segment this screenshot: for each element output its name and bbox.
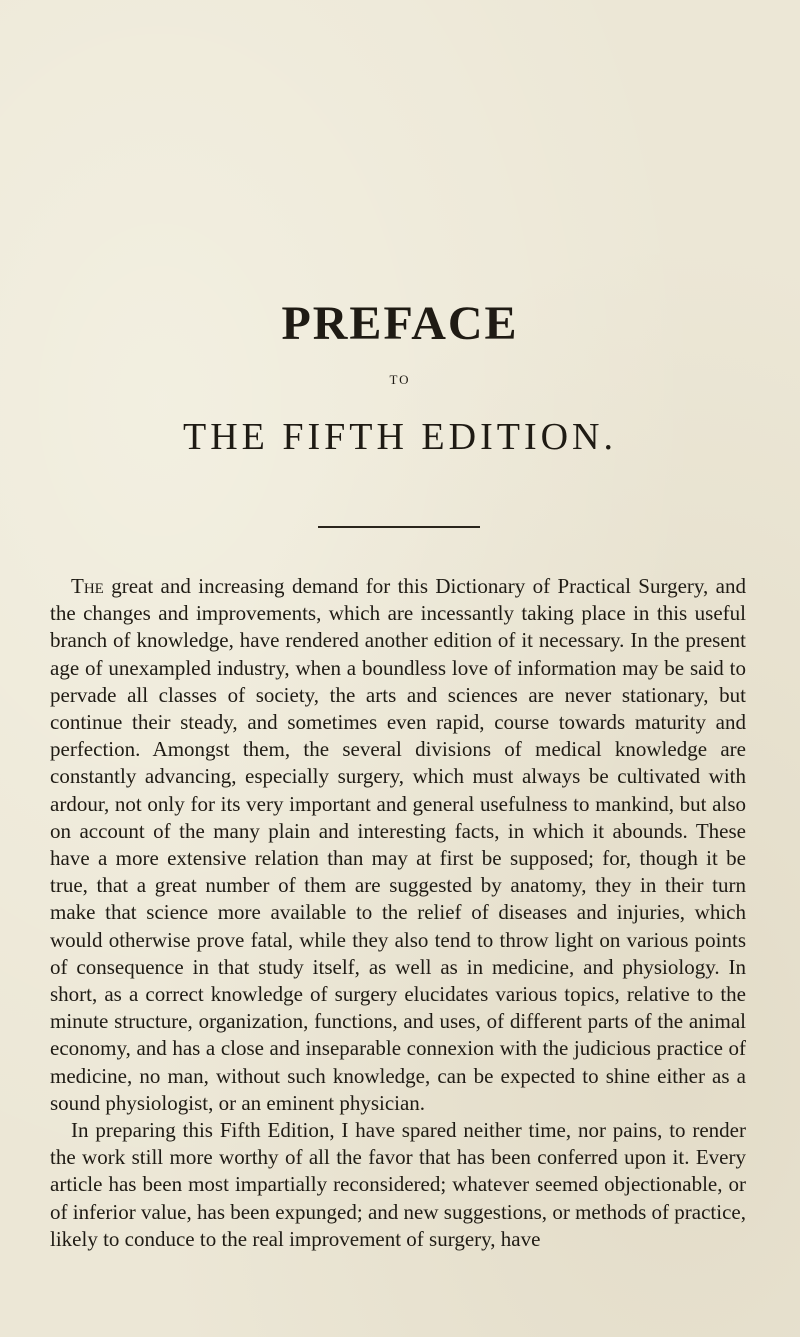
preface-title: PREFACE	[281, 297, 519, 350]
paragraph-lead-word: The	[71, 574, 104, 598]
paragraph-text: great and increasing demand for this Dictionary of Practical Surgery, and the changes and improvements, which are incessantly taking place in this useful branch of knowledge, have rendered another edition of it necessary. In the present age of unexampled industry, when a boundless love of information may be said to pervade all classes of society, the arts and sciences are never stationary, but continue their steady, and sometimes even rapid, course towards maturity and perfection. Amongst them, the several divisions of medical knowledge are constantly advancing, especially surgery, which must always be cultivated with ardour, not only for its very important and general usefulness to mankind, but also on account of the many plain and interesting facts, in which it abounds. These have a more extensive relation than may at first be supposed; for, though it be true, that a great number of them are suggested by anatomy, they in their turn make that science more available to the relief of diseases and injuries, which would otherwise prove fatal, while they also tend to throw light on various points of consequence in that study itself, as well as in medicine, and physiology. In short, as a correct knowledge of surgery elucidates various topics, relative to the minute structure, organization, functions, and uses, of different parts of the animal economy, and has a close and inseparable connexion with the judicious practice of medicine, no man, without such knowledge, can be expected to shine either as a sound physiologist, or an eminent physician.	[50, 574, 746, 1115]
divider-rule	[318, 526, 480, 528]
paragraph-2	[50, 1117, 746, 1253]
to-line: TO	[389, 372, 411, 387]
edition-title: THE FIFTH EDITION.	[182, 416, 617, 458]
paragraph-text: In preparing this Fifth Edition, I have spared neither time, nor pains, to render the work still more worthy of all the favor that has been conferred upon it. Every article has been most impartially reconsidered; whatever seemed objectionable, or of inferior value, has been expunged; and new suggestions, or methods of practice, likely to conduce to the real improvement of surgery, have	[50, 1118, 746, 1251]
paragraph-1	[50, 573, 746, 1117]
preface-body	[50, 573, 746, 1253]
